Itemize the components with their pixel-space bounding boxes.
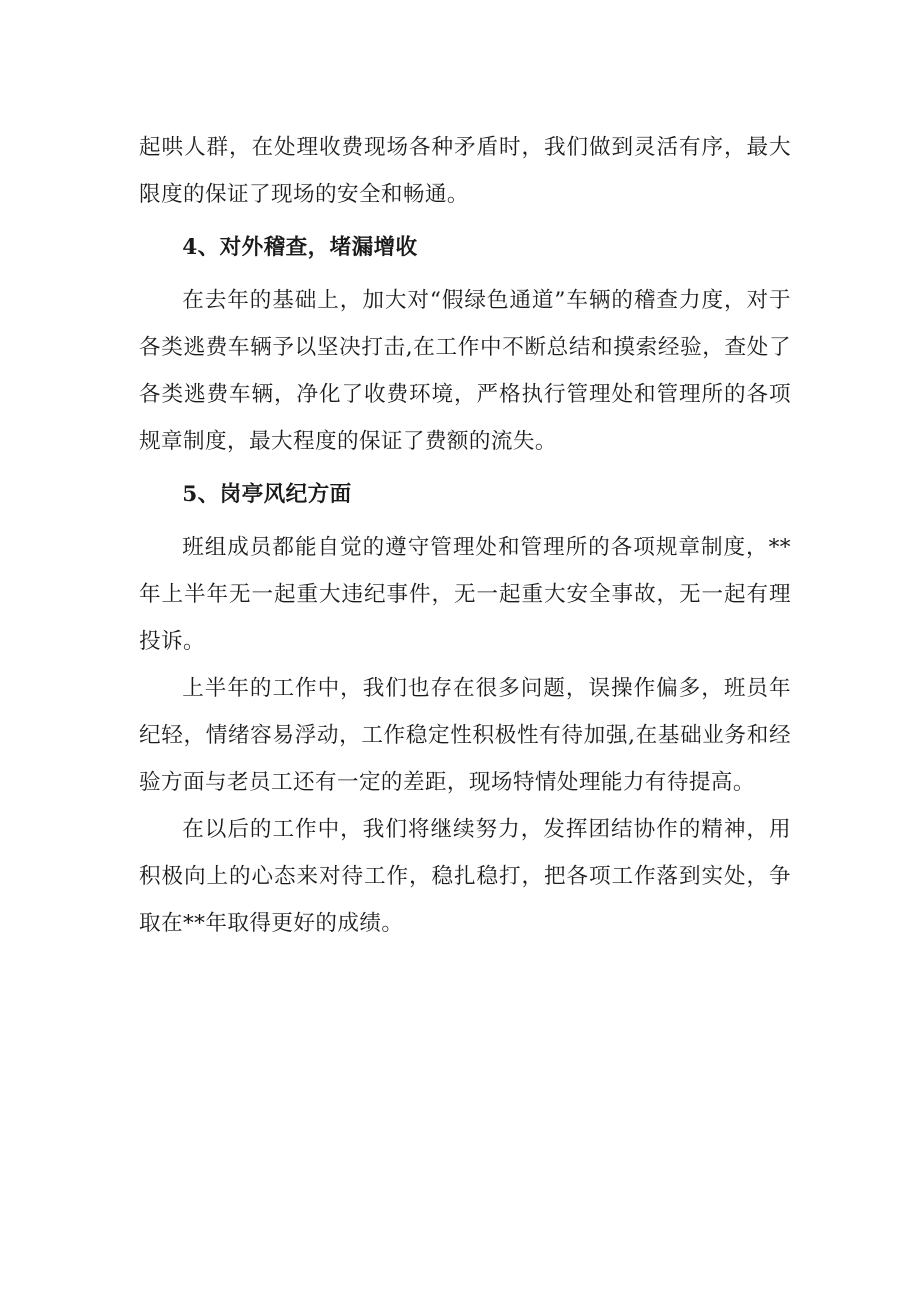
paragraph-inspection: 在去年的基础上，加大对“假绿色通道”车辆的稽查力度，对于各类逃费车辆予以坚决打击,在工作中不断总结和摸索经验，查处了各类逃费车辆，净化了收费环境，严格执行管理处和管理所的各项规章制度，最大程度的保证了费额的流失。 bbox=[139, 288, 791, 454]
section-heading-5: 5、岗亭风纪方面 bbox=[182, 482, 352, 507]
paragraph-problems: 上半年的工作中，我们也存在很多问题，误操作偏多，班员年纪轻，情绪容易浮动，工作稳定性积极性有待加强,在基础业务和经验方面与老员工还有一定的差距，现场特情处理能力有待提高。 bbox=[139, 676, 791, 795]
document-body bbox=[139, 124, 791, 947]
paragraph-discipline: 班组成员都能自觉的遵守管理处和管理所的各项规章制度，**年上半年无一起重大违纪事件，无一起重大安全事故，无一起有理投诉。 bbox=[139, 535, 791, 654]
paragraph-outlook: 在以后的工作中，我们将继续努力，发挥团结协作的精神，用积极向上的心态来对待工作，稳扎稳打，把各项工作落到实处，争取在**年取得更好的成绩。 bbox=[139, 817, 791, 936]
section-heading-4: 4、对外稽查，堵漏增收 bbox=[182, 235, 418, 260]
paragraph-continuation: 起哄人群，在处理收费现场各种矛盾时，我们做到灵活有序，最大限度的保证了现场的安全和畅通。 bbox=[139, 135, 791, 207]
